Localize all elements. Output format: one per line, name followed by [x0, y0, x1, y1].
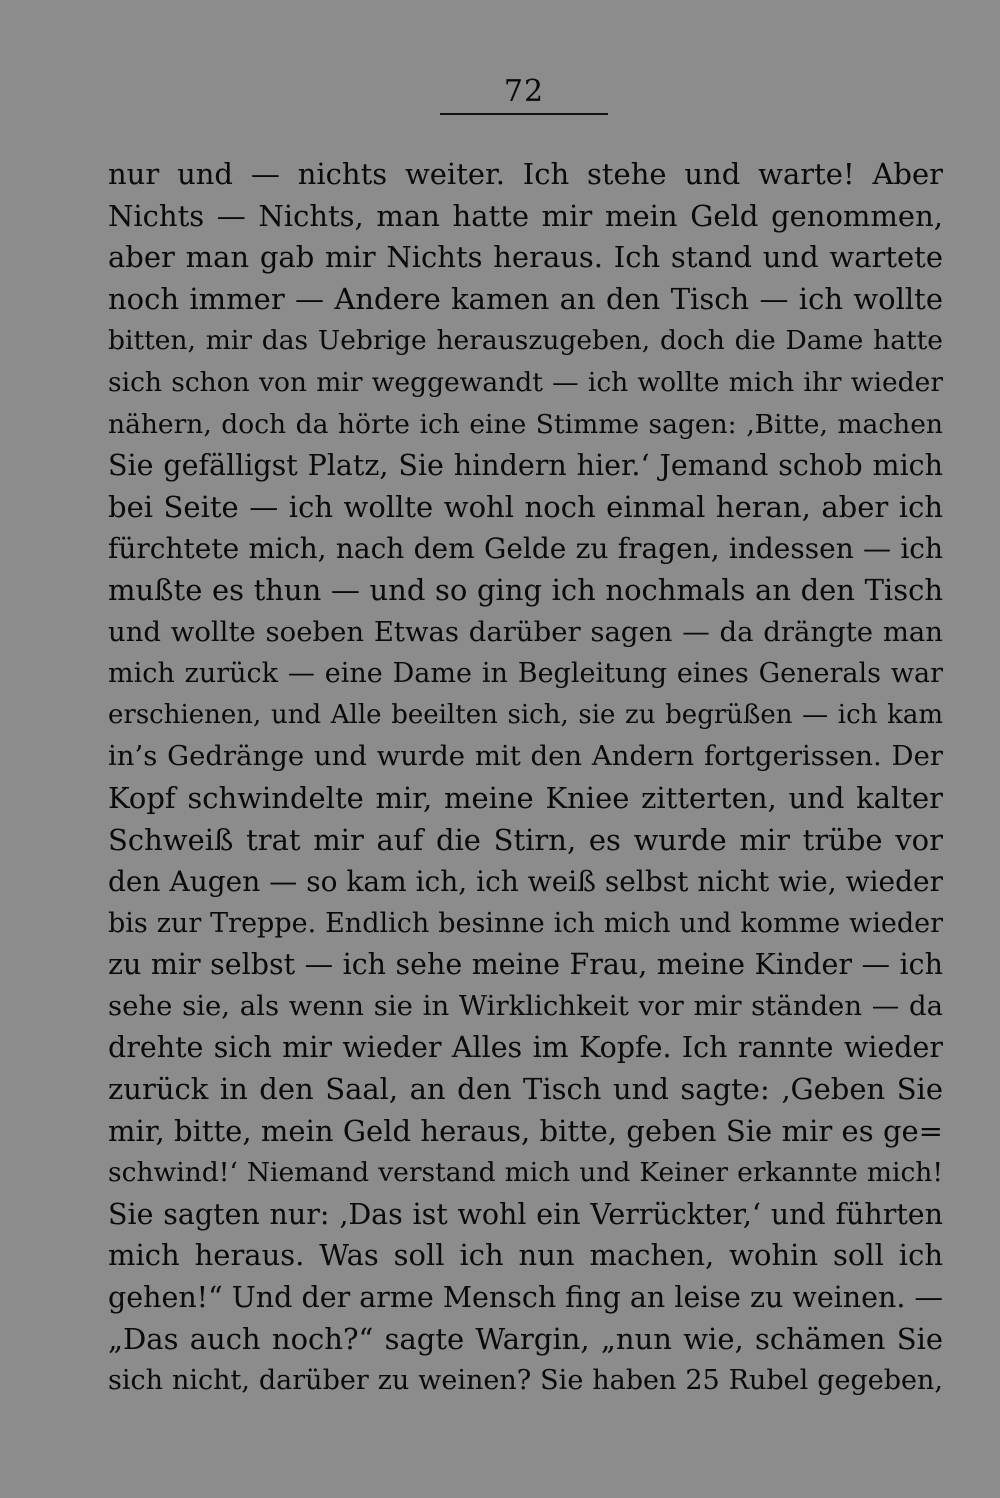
- text-line: erschienen, und Alle beeilten sich, sie zu begrüßen — ich kam: [108, 699, 943, 730]
- text-line: gehen!“ Und der arme Mensch fing an leise zu weinen. —: [108, 1281, 943, 1315]
- text-line: zurück in den Saal, an den Tisch und sagte: ‚Geben Sie: [108, 1072, 943, 1107]
- text-line: sich nicht, darüber zu weinen? Sie haben 25 Rubel gegeben,: [108, 1365, 943, 1397]
- text-line: zu mir selbst — ich sehe meine Frau, meine Kinder — ich: [108, 948, 943, 982]
- text-line: sich schon von mir weggewandt — ich wollte mich ihr wieder: [108, 366, 943, 398]
- text-line: sehe sie, als wenn sie in Wirklichkeit vor mir ständen — da: [108, 989, 943, 1022]
- text-line: in’s Gedränge und wurde mit den Andern fortgerissen. Der: [108, 740, 943, 773]
- text-line: bitten, mir das Uebrige herauszugeben, doch die Dame hatte: [108, 325, 943, 357]
- text-line: schwind!‘ Niemand verstand mich und Keiner erkannte mich!: [108, 1157, 943, 1189]
- text-line: Sie sagten nur: ‚Das ist wohl ein Verrückter,‘ und führten: [108, 1197, 943, 1231]
- text-line: noch immer — Andere kamen an den Tisch — ich wollte: [108, 281, 943, 316]
- text-line: „Das auch noch?“ sagte Wargin, „nun wie, schämen Sie: [108, 1321, 943, 1356]
- text-line: Nichts — Nichts, man hatte mir mein Geld genommen,: [108, 198, 943, 233]
- text-line: bei Seite — ich wollte wohl noch einmal heran, aber ich: [108, 489, 943, 524]
- page-number: 72: [503, 74, 545, 109]
- text-line: mir, bitte, mein Geld heraus, bitte, geben Sie mir es ge=: [108, 1113, 943, 1148]
- text-line: mich heraus. Was soll ich nun machen, wohin soll ich: [108, 1238, 943, 1273]
- text-line: und wollte soeben Etwas darüber sagen — da drängte man: [108, 615, 943, 648]
- text-line: nähern, doch da hörte ich eine Stimme sagen: ‚Bitte, machen: [108, 408, 943, 440]
- text-line: drehte sich mir wieder Alles im Kopfe. Ich rannte wieder: [108, 1031, 943, 1065]
- text-line: Kopf schwindelte mir, meine Kniee zitterten, und kalter: [108, 780, 943, 815]
- text-line: mich zurück — eine Dame in Begleitung eines Generals war: [108, 658, 943, 690]
- text-line: den Augen — so kam ich, ich weiß selbst nicht wie, wieder: [108, 865, 943, 899]
- text-line: nur und — nichts weiter. Ich stehe und warte! Aber: [108, 157, 943, 191]
- body-text: [108, 154, 943, 1402]
- header-rule: [440, 113, 608, 115]
- text-line: fürchtete mich, nach dem Gelde zu fragen, indessen — ich: [108, 532, 943, 566]
- text-line: aber man gab mir Nichts heraus. Ich stand und wartete: [108, 240, 943, 275]
- text-line: Schweiß trat mir auf die Stirn, es wurde mir trübe vor: [108, 822, 943, 857]
- text-line: mußte es thun — und so ging ich nochmals an den Tisch: [108, 572, 943, 607]
- text-line: bis zur Treppe. Endlich besinne ich mich und komme wieder: [108, 907, 943, 939]
- text-line: Sie gefälligst Platz, Sie hindern hier.‘ Jemand schob mich: [108, 449, 943, 483]
